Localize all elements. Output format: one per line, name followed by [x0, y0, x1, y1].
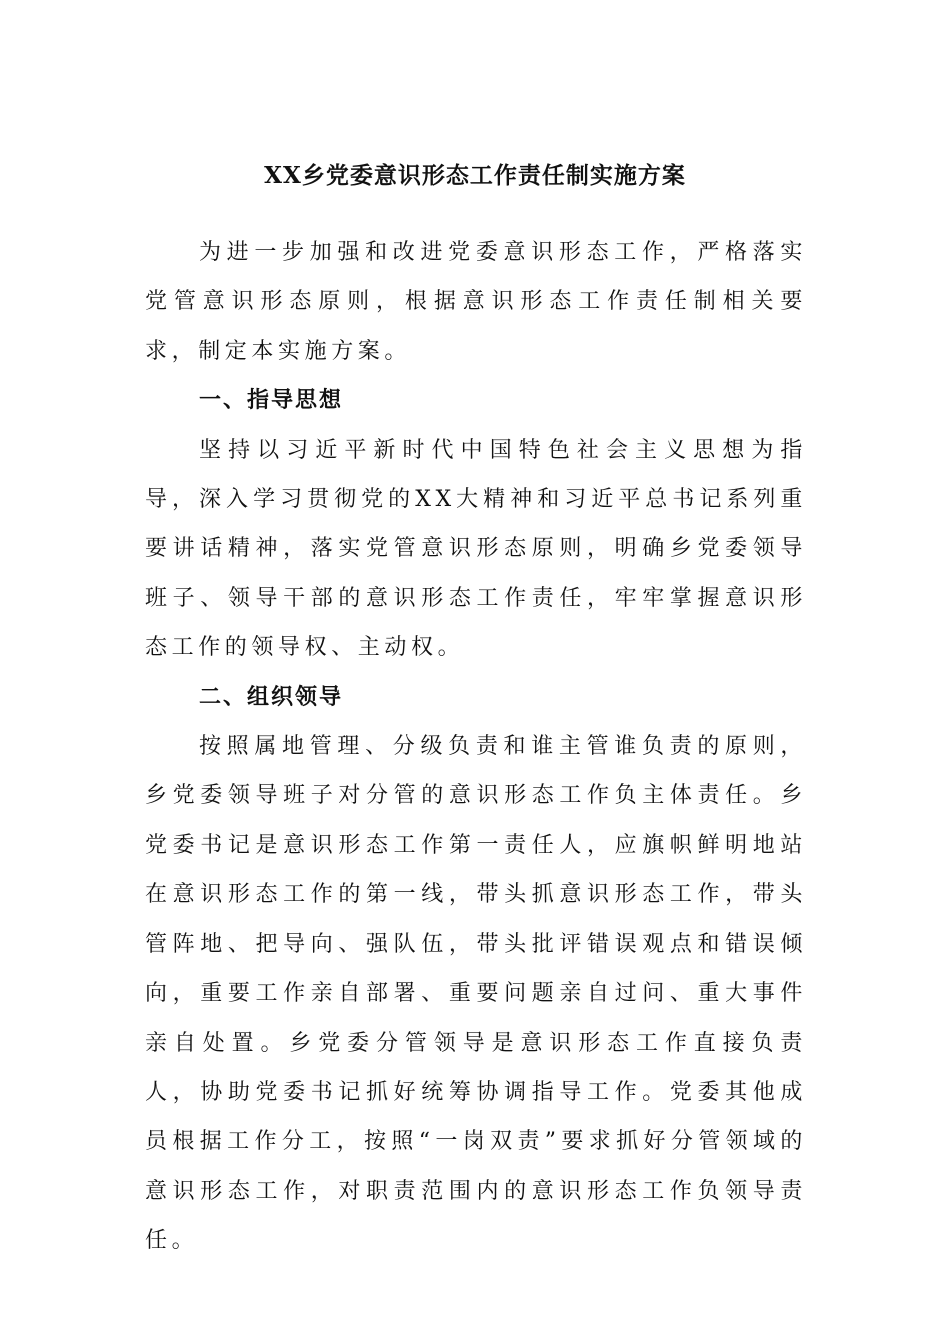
- intro-paragraph: 为进一步加强和改进党委意识形态工作，严格落实党管意识形态原则，根据意识形态工作责任制相关要求，制定本实施方案。: [145, 240, 807, 364]
- document-title: XX乡党委意识形态工作责任制实施方案: [264, 162, 686, 189]
- section-heading: 一、指导思想: [199, 387, 344, 414]
- section-paragraph: 按照属地管理、分级负责和谁主管谁负责的原则，乡党委领导班子对分管的意识形态工作负主体责任。乡党委书记是意识形态工作第一责任人，应旗帜鲜明地站在意识形态工作的第一线，带头抓意识形态工作，带头管阵地、把导向、强队伍，带头批评错误观点和错误倾向，重要工作亲自部署、重要问题亲自过问、重大事件亲自处置。乡党委分管领导是意识形态工作直接负责人，协助党委书记抓好统筹协调指导工作。党委其他成员根据工作分工，按照“一岗双责”要求抓好分管领域的意识形态工作，对职责范围内的意识形态工作负领导责任。: [145, 734, 807, 1254]
- section-paragraph: 坚持以习近平新时代中国特色社会主义思想为指导，深入学习贯彻党的XX大精神和习近平总书记系列重要讲话精神，落实党管意识形态原则，明确乡党委领导班子、领导干部的意识形态工作责任，牢牢掌握意识形态工作的领导权、主动权。: [145, 437, 807, 661]
- document-body: [145, 228, 807, 1266]
- section-guiding-ideology: [145, 376, 807, 672]
- section-heading: 二、组织领导: [199, 683, 344, 710]
- section-organization-leadership: [145, 673, 807, 1266]
